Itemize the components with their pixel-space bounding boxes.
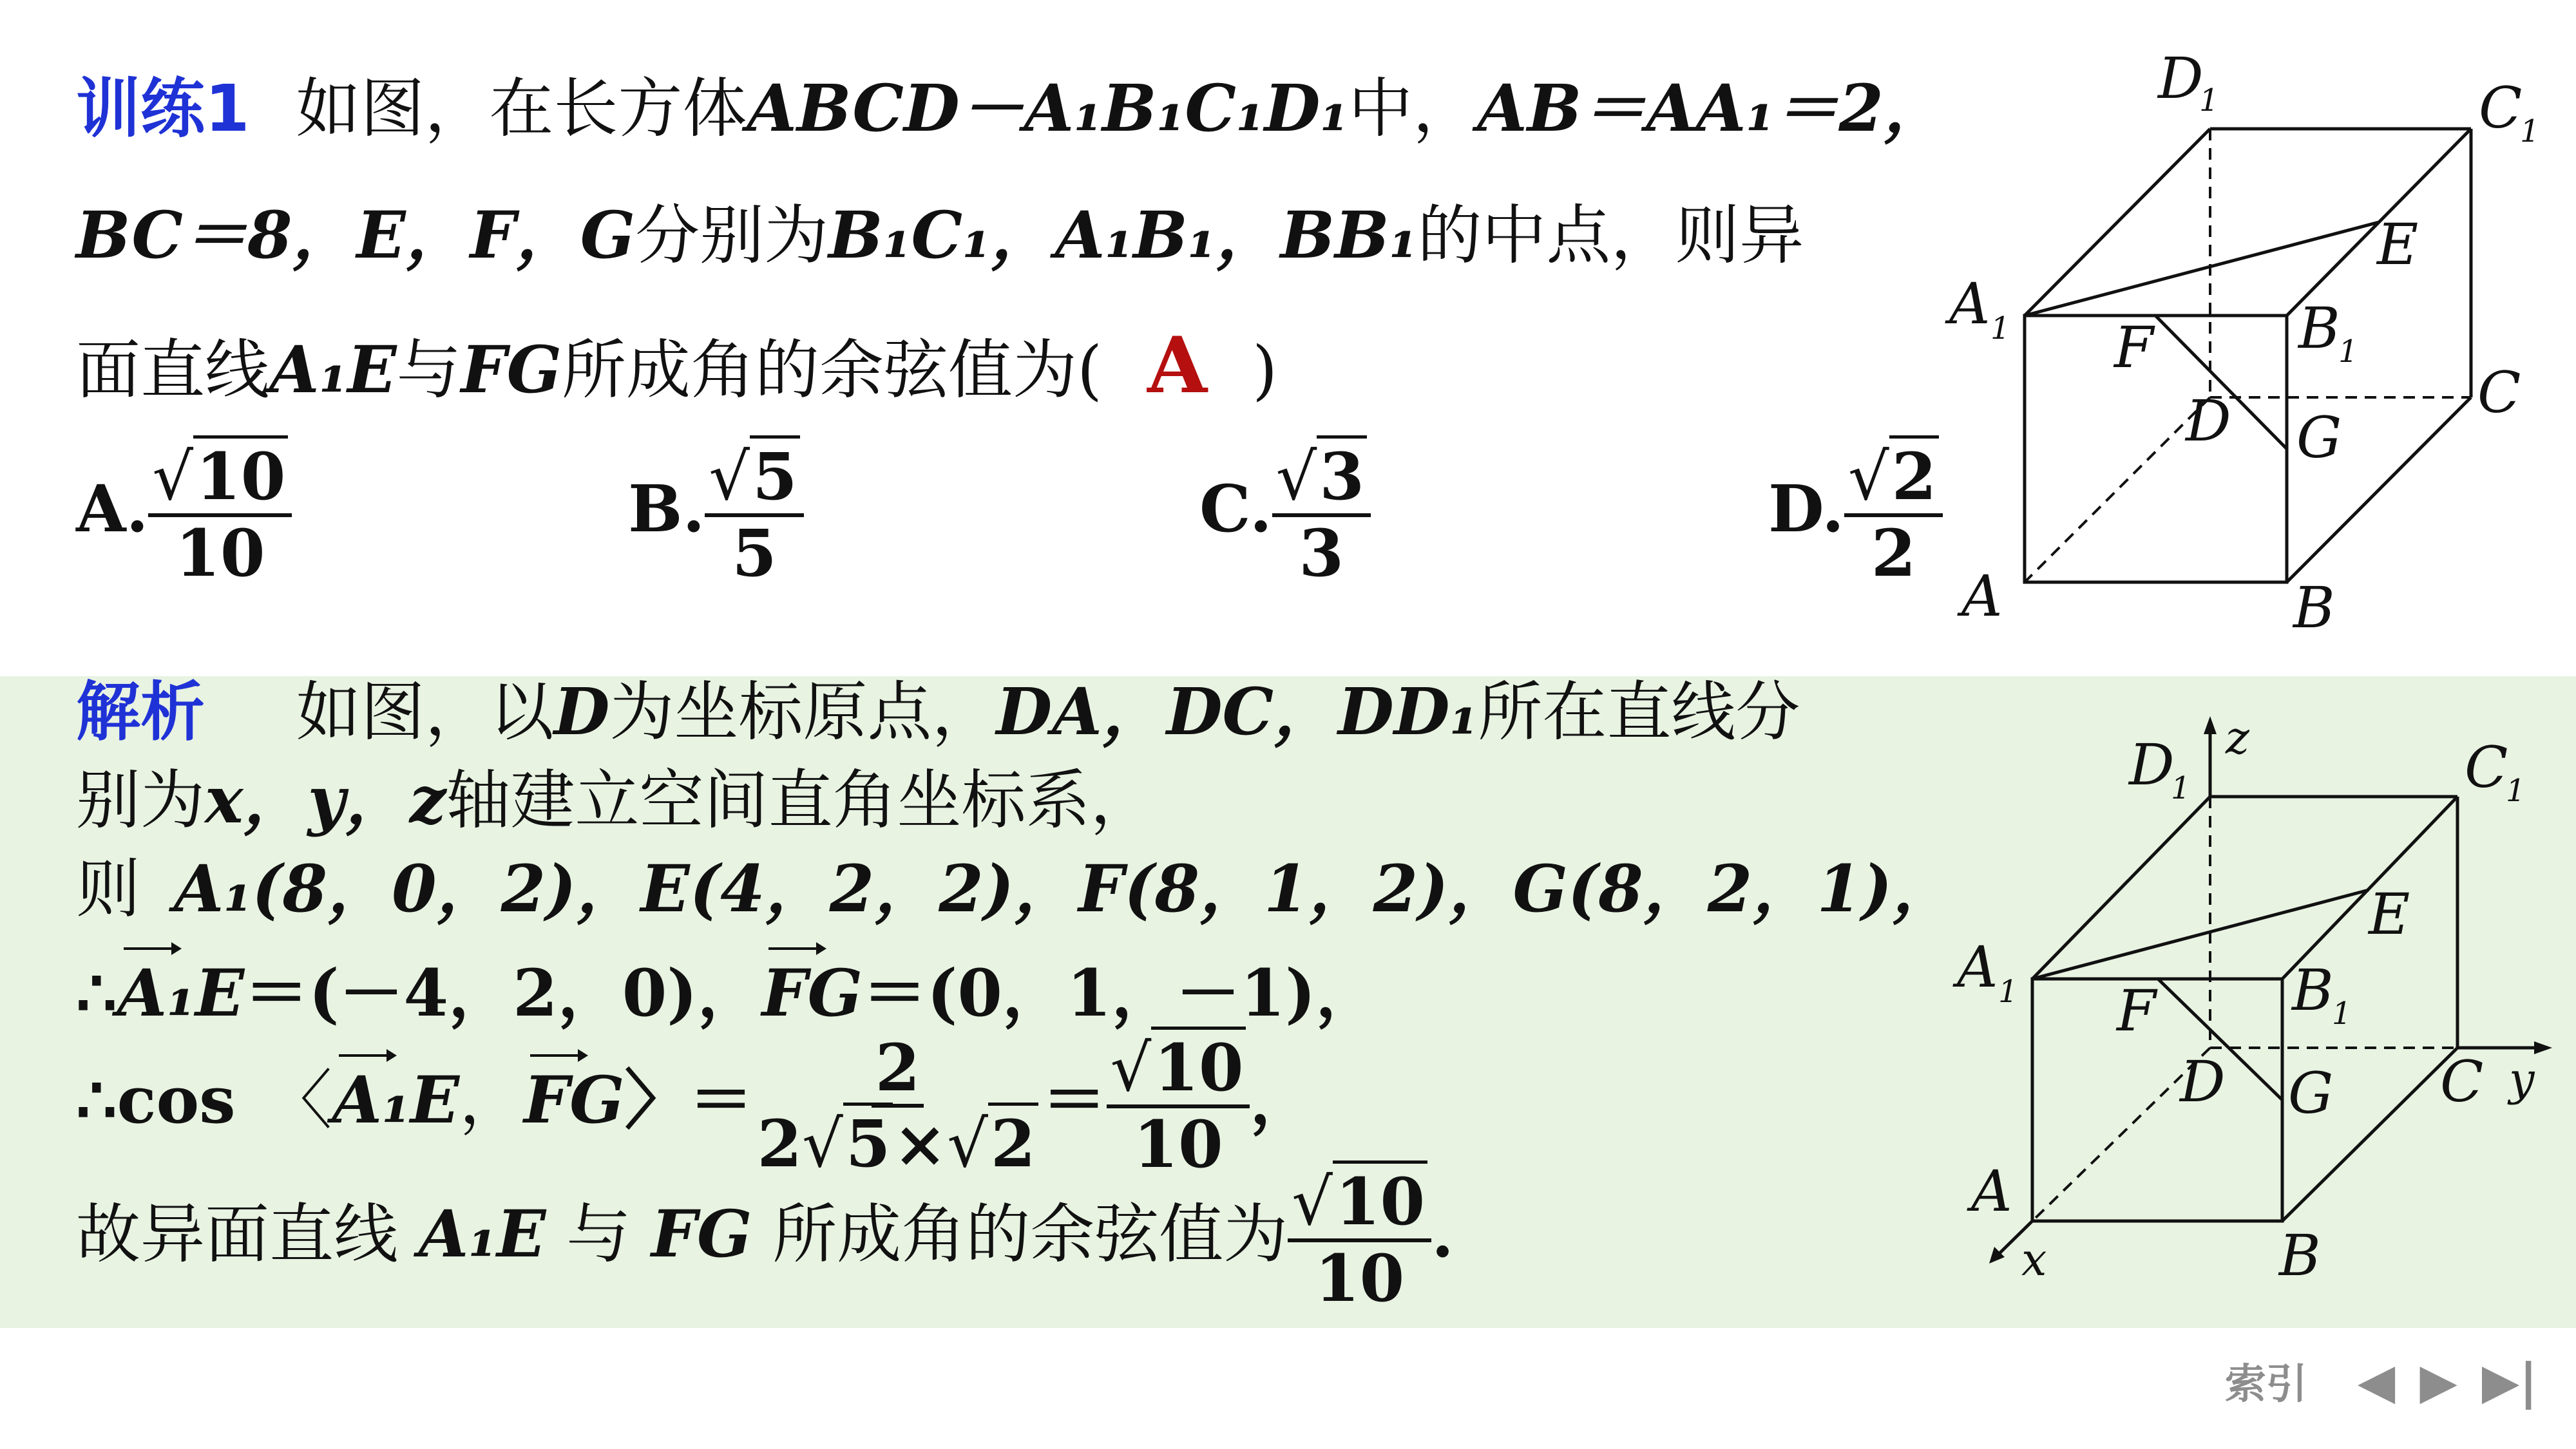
problem-text: 的中点，则异 [1417, 198, 1804, 273]
label-a1: A [1957, 934, 1998, 1000]
option-letter: C. [1199, 471, 1272, 547]
last-button[interactable]: ▶| [2481, 1352, 2537, 1410]
angle-bracket: 〈 [267, 1063, 332, 1139]
fraction-denominator: 2√5×√2 [754, 1108, 1042, 1177]
vector-a1e [332, 1062, 460, 1139]
option-fraction: $\frac{√10}{10}$ [148, 444, 292, 585]
label-z: z [2226, 712, 2249, 764]
option-letter: A. [76, 471, 149, 547]
subscript: 1 [2199, 82, 2219, 118]
axis-names: x，y，z [205, 762, 446, 838]
problem-text: 如图，在长方体 [296, 71, 747, 146]
option-b[interactable] [628, 439, 804, 591]
label-d: D [2180, 1048, 2226, 1115]
label-c1: C [2479, 75, 2523, 141]
label-g: G [2296, 404, 2342, 471]
hidden-edge-d-a [2025, 397, 2210, 582]
problem-line-2 [76, 197, 1804, 273]
front-face [2025, 316, 2287, 582]
origin-point: D [553, 674, 610, 750]
solid-name: ABCD－A₁B₁C₁D₁ [747, 70, 1349, 146]
analysis-text: 如图，以 [296, 674, 554, 750]
edge-a1-d1 [2025, 129, 2210, 316]
coefficient: 2 [757, 1106, 803, 1182]
given-values: BC＝8，E，F，G [76, 197, 636, 273]
option-d[interactable] [1768, 439, 1943, 591]
vector-value: ＝(－4，2，0)， [244, 955, 762, 1031]
angle-bracket-equals: 〉＝ [624, 1062, 754, 1139]
radicand: 5 [843, 1103, 893, 1182]
option-a[interactable] [76, 439, 292, 591]
analysis-text: 所在直线分 [1478, 674, 1800, 750]
problem-text: 与 [396, 332, 461, 408]
cuboid-figure-1 [1932, 45, 2564, 650]
analysis-text: 与 [566, 1197, 631, 1273]
analysis-line-5 [76, 1030, 1315, 1182]
label-c1: C [2465, 734, 2508, 800]
equals-sign: ＝ [1042, 1062, 1107, 1139]
label-b: B [2279, 1222, 2321, 1289]
problem-line-1 [76, 70, 1948, 146]
analysis-line-2 [76, 762, 1155, 838]
problem-text: 面直线 [76, 332, 269, 408]
point-coordinates: A₁(8，0，2)，E(4，2，2)，F(8，1，2)，G(8，2，1)， [173, 851, 1957, 927]
vector-fg [761, 955, 863, 1031]
analysis-text: 为坐标原点， [609, 674, 997, 750]
label-a1: A [1949, 270, 1990, 337]
slide-navigation [2225, 1351, 2537, 1410]
problem-text: 所成角的余弦值为( [562, 332, 1103, 408]
label-a: A [1961, 563, 2003, 629]
vector-a1e [117, 955, 245, 1031]
z-axis-arrow [2204, 716, 2217, 734]
times-sign: × [893, 1106, 948, 1182]
fraction-denominator: 2 [1871, 515, 1916, 591]
label-f: F [2114, 314, 2154, 381]
analysis-line-1 [76, 674, 1800, 750]
label-b1: B [2292, 957, 2334, 1023]
fraction-numerator: 10 [193, 435, 288, 515]
fraction-denominator: 10 [1133, 1106, 1223, 1182]
analysis-text: 轴建立空间直角坐标系， [446, 762, 1155, 838]
analysis-text: 所成角的余弦值为 [772, 1197, 1288, 1273]
problem-text: ) [1252, 332, 1278, 408]
line-fg: FG [461, 332, 562, 408]
fraction-denominator: 10 [1315, 1240, 1405, 1316]
fraction-numerator: 10 [1151, 1027, 1246, 1106]
option-c[interactable] [1199, 439, 1371, 591]
option-fraction: $\frac{√5}{5}$ [705, 444, 803, 585]
label-b1: B [2298, 295, 2340, 361]
analysis-text: 故异面直线 [76, 1197, 398, 1273]
radicand: 2 [988, 1103, 1038, 1182]
problem-line-3 [76, 320, 1278, 411]
label-e: E [2377, 211, 2419, 278]
analysis-line-6 [76, 1164, 1454, 1316]
subscript: 1 [2520, 113, 2540, 149]
cos-fraction [754, 1030, 1042, 1182]
cuboid-figure-2 [1932, 708, 2564, 1307]
analysis-label: 解析 [76, 674, 205, 750]
therefore-symbol: ∴ [76, 955, 117, 1031]
problem-text: 分别为 [635, 198, 829, 273]
given-equation: AB＝AA₁＝2， [1477, 70, 1948, 146]
vector-label: FG [761, 955, 863, 1031]
line-a1e: A₁E [269, 332, 397, 408]
analysis-line-4 [76, 955, 1380, 1031]
label-c: C [2440, 1048, 2484, 1115]
axis-lines: DA，DC，DD₁ [996, 674, 1478, 750]
option-fraction: $\frac{√3}{3}$ [1272, 444, 1371, 585]
analysis-text: ， [459, 1063, 524, 1139]
label-d1: D [2158, 45, 2204, 111]
index-button[interactable]: 索引 [2224, 1361, 2307, 1408]
vector-label: FG [524, 1062, 625, 1139]
vector-label: A₁E [117, 955, 245, 1031]
subscript: 1 [1990, 310, 2010, 346]
label-y: y [2509, 1053, 2535, 1106]
subscript: 1 [2506, 773, 2526, 809]
fraction-numerator: 2 [872, 1036, 924, 1108]
edge-a1-d1 [2032, 797, 2210, 979]
problem-text: 中， [1348, 71, 1478, 146]
y-axis-arrow [2534, 1041, 2552, 1054]
option-fraction: $\frac{√2}{2}$ [1844, 444, 1943, 585]
analysis-line-3 [76, 851, 1957, 927]
final-fraction: $\frac{√10}{10}$ [1288, 1170, 1431, 1311]
subscript: 1 [2171, 770, 2191, 806]
label-f: F [2117, 978, 2157, 1044]
fraction-numerator: 2 [1889, 435, 1940, 515]
option-letter: D. [1768, 471, 1844, 547]
label-d: D [2186, 388, 2231, 454]
fraction-denominator: 5 [732, 515, 777, 591]
subscript: 1 [2338, 334, 2358, 370]
problem-label: 训练1 [76, 71, 250, 146]
label-x: x [2021, 1233, 2047, 1286]
analysis-text: 别为 [76, 762, 205, 838]
label-g: G [2288, 1060, 2334, 1126]
subscript: 1 [2332, 996, 2352, 1032]
prev-button[interactable]: ◀ [2357, 1352, 2396, 1410]
answer-letter: A [1147, 320, 1208, 411]
analysis-text: ， [1250, 1062, 1315, 1139]
fraction-denominator: 3 [1299, 515, 1344, 591]
analysis-text: 则 [76, 851, 140, 927]
fraction-numerator: 10 [1333, 1160, 1427, 1240]
next-button[interactable]: ▶ [2419, 1352, 2457, 1410]
vector-label: A₁E [332, 1062, 460, 1139]
fraction-numerator: 3 [1317, 435, 1367, 515]
label-d1: D [2129, 732, 2175, 798]
fraction-denominator: 10 [175, 515, 265, 591]
cos-result-fraction: $\frac{√10}{10}$ [1107, 1036, 1250, 1177]
label-b: B [2293, 574, 2335, 641]
fraction-numerator: 5 [750, 435, 800, 515]
label-c: C [2477, 359, 2521, 426]
label-a: A [1971, 1158, 2012, 1224]
vector-value: ＝(0，1，－1)， [863, 955, 1380, 1031]
vector-fg [524, 1062, 625, 1139]
line-fg: FG [651, 1196, 752, 1273]
subscript: 1 [1998, 974, 2018, 1010]
midpoint-segments: B₁C₁，A₁B₁，BB₁ [828, 197, 1418, 273]
line-a1e: A₁E [418, 1196, 546, 1273]
cos-label: ∴cos [76, 1062, 236, 1139]
analysis-text: . [1431, 1196, 1454, 1273]
label-e: E [2369, 881, 2410, 947]
option-letter: B. [628, 471, 705, 547]
